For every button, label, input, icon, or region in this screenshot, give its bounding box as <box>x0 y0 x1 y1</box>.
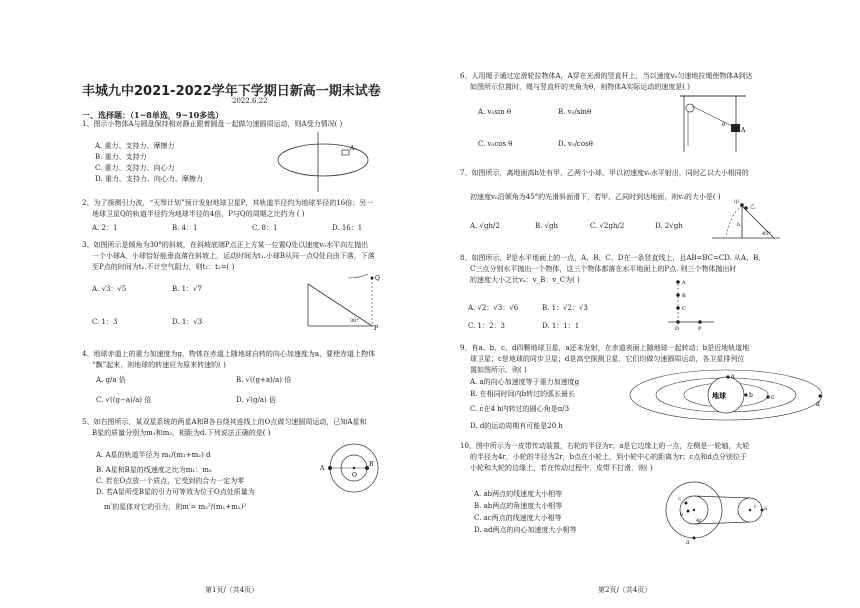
q6-stem-2: 如图所示位置时，绳与竖直杆的夹角为θ，则物体A实际运动的速度是( ) <box>470 83 690 91</box>
q8-stem-3: 的速度大小之比vₐ：v_B：v_C为( ) <box>470 276 580 284</box>
q9-option-c: C. c在4 h内转过的圆心角是π/3 <box>470 405 570 413</box>
q5-label-a: A <box>320 465 325 472</box>
q3-stem-3: 至P点的时间为t₂.不计空气阻力，则t₁：t₂=( ) <box>92 263 235 271</box>
q8-option-b: B. 1：√2：√3 <box>542 304 588 312</box>
q5-option-d: D. 若A星所受B星的引力可等效为位于O点处质量为 <box>96 488 255 496</box>
q2-option-b: B. 4：1 <box>172 224 198 232</box>
q2-option-d: D. 16：1 <box>332 224 363 232</box>
q8-option-a: A. √2：√3：√6 <box>468 304 519 312</box>
left-page-footer: 第1页/（共4页） <box>205 586 259 594</box>
q9-stem-1: 9、有a、b、c、d四颗地球卫星，a还未发射，在赤道表面上随地球一起转动；b是近地轨道地 <box>460 344 750 352</box>
q6-label-a: A <box>741 127 746 134</box>
q10-option-c: C. ac两点的线速度大小相等 <box>474 514 562 522</box>
q6-option-b: B. v₀/sinθ <box>558 108 592 116</box>
q9-option-b: B. 在相同时间内b转过的弧长最长 <box>470 390 576 398</box>
section-heading: 一、选择题：（1~8单选，9~10多选） <box>82 110 224 120</box>
q7-incline-figure <box>712 200 782 240</box>
q7-label-jia: 甲 <box>734 200 740 206</box>
q1-option-c: C. 重力、支持力、向心力 <box>95 164 175 172</box>
q8-vertical-points-figure <box>668 276 716 330</box>
q3-label-angle: 30° <box>350 318 359 324</box>
q10-stem-3: 小轮和大轮的边缘上，若在传动过程中，皮带不打滑，则( ) <box>470 464 653 472</box>
q10-label-a: a <box>764 506 767 512</box>
q9-label-a: a <box>731 373 735 380</box>
q10-belt-drive-figure <box>660 480 772 546</box>
q8-label-a: A <box>682 280 686 286</box>
q7-stem-2: 初速度v₀沿倾角为45°的光滑斜面滑下，若甲、乙同时到达地面，则v₀的大小是( ) <box>470 193 721 201</box>
q6-option-a: A. v₀sin θ <box>478 108 512 116</box>
q1-disc-figure <box>278 128 378 192</box>
q9-label-earth: 地球 <box>712 391 726 400</box>
q8-label-b: B <box>682 293 686 299</box>
q7-option-c: C. √2gh/2 <box>590 222 625 230</box>
q7-stem-1: 7、如图所示，离地面高h处有甲、乙两个小球，甲以初速度v₀水平射出，同时乙以大小相同的 <box>460 169 749 177</box>
q10-option-d: D. ad两点的向心加速度大小相等 <box>474 526 577 534</box>
q7-label-angle: 45° <box>762 231 771 237</box>
q5-option-c: C. 若在O点放一个质点，它受到的合力一定为零 <box>96 477 245 485</box>
q3-option-c: C. 1：3 <box>92 318 118 326</box>
q3-option-a: A. √3：√5 <box>92 285 127 293</box>
q9-label-c: c <box>771 394 775 401</box>
exam-title: 丰城九中2021-2022学年下学期日新高一期末试卷 <box>82 84 381 99</box>
q5-option-b: B. A星和B星的线速度之比为m₁：m₂ <box>96 466 212 474</box>
q9-stem-2: 球卫星；c是地球的同步卫星；d是高空探测卫星．它们均做匀速圆周运动，各卫星排列位 <box>470 355 745 363</box>
right-page-footer: 第2页/（共4页） <box>598 586 652 594</box>
q7-option-d: D. 2√gh <box>655 222 683 230</box>
q8-option-c: C. 1：2：3 <box>468 322 505 330</box>
q8-label-d: D <box>675 326 680 332</box>
q10-label-r: r <box>754 504 757 510</box>
q6-pulley-figure <box>680 92 748 156</box>
q3-stem-2: 一个小球A，小球恰好能垂直落在斜坡上，运动时间为t₁.小球B从同一点Q处自由下落，下落 <box>92 252 375 260</box>
q1-option-d: D. 重力、支持力、向心力、摩擦力 <box>95 175 203 183</box>
q3-option-d: D. 1：√3 <box>172 318 203 326</box>
q1-label-a: A <box>350 145 355 152</box>
q5-stem-1: 5、如右图所示，某双星系统的两星A和B各自绕其连线上的O点做匀速圆周运动，已知A星和 <box>82 418 367 426</box>
q8-option-d: D. 1：1：1 <box>542 322 580 330</box>
q4-stem-1: 4、地球赤道上的重力加速度为g，物体在赤道上随地球自转的向心加速度为a，要使赤道上物体 <box>82 350 376 358</box>
q2-option-a: A. 2：1 <box>92 224 118 232</box>
q1-option-a: A. 重力、支持力、摩擦力 <box>95 142 175 150</box>
q8-stem-1: 8、如图所示，P是水平地面上的一点，A、B、C、D在一条竖直线上，且AB=BC=CD. 从A、B、 <box>460 254 766 262</box>
exam-date: 2022.6.22 <box>232 97 268 105</box>
q3-stem-1: 3、如图所示是倾角为30°的斜坡，在斜坡底端P点正上方某一位置Q处以速度v₀水平向左抛出 <box>82 241 369 249</box>
q6-option-c: C. v₀cos θ <box>478 140 513 148</box>
q4-option-d: D. √(g/a) 倍 <box>236 396 276 404</box>
q9-label-d: d <box>816 401 820 408</box>
q3-label-q: Q <box>375 275 380 282</box>
q8-stem-2: C三点分别水平抛出一个物体，这三个物体都落在水平地面上的P点. 则三个物体抛出时 <box>470 265 737 273</box>
q4-stem-2: “飘”起来，则地球的转速应为原来转速的( ) <box>92 361 226 369</box>
q10-stem-2: 的半径为4r，小轮的半径为2r，b点在小轮上，到小轮中心的距离为r；c点和d点分别位于 <box>470 453 747 461</box>
q3-option-b: B. 1：√7 <box>172 285 202 293</box>
q4-option-b: B. √((g+a)/a) 倍 <box>236 376 292 384</box>
q2-option-c: C. 8：1 <box>252 224 278 232</box>
q2-stem-2: 地球卫星Q的轨道半径约为地球半径的4倍，P与Q的周期之比约为 ( ) <box>92 210 305 218</box>
q9-satellite-orbits-figure <box>626 370 826 424</box>
q10-label-4r: 4r <box>696 518 702 524</box>
q4-option-a: A. g/a 倍 <box>96 376 126 384</box>
page-right <box>430 0 860 608</box>
q9-label-b: b <box>749 392 753 399</box>
q7-label-yi: 乙 <box>750 204 756 210</box>
q9-stem-3: 置如图所示，则( ) <box>470 366 527 374</box>
q6-stem-1: 6、人用绳子通过定滑轮拉物体A，A穿在光滑的竖直杆上，当以速度v₀匀速地拉绳使物体A到达 <box>460 72 753 80</box>
q5-binary-star-figure <box>322 440 382 500</box>
q10-option-a: A. ab两点的线速度大小相等 <box>474 490 563 498</box>
q8-label-p: P <box>698 326 702 332</box>
q6-label-theta: θ <box>722 122 726 128</box>
q2-stem-1: 2、为了探测引力波，“天琴计划”预计发射地球卫星P，其轨道半径约为地球半径的16倍；另一 <box>82 199 374 207</box>
q1-option-b: B. 重力、支持力 <box>95 153 147 161</box>
q9-option-d: D. d的运动周期有可能是20 h <box>470 422 563 430</box>
q10-label-b: b <box>680 512 684 518</box>
q5-label-o: O <box>352 472 357 479</box>
q10-option-b: B. ab两点的角速度大小相等 <box>474 502 563 510</box>
q4-option-c: C. √((g−a)/a) 倍 <box>96 396 152 404</box>
q3-slope-figure <box>308 270 378 330</box>
q1-stem: 1、图示小物体A与圆盘保持相对静止跟着圆盘一起做匀速圆周运动，则A受力情况( ) <box>82 120 343 128</box>
q8-label-c: C <box>682 306 686 312</box>
q6-option-d: D. v₀/cosθ <box>558 140 593 148</box>
q9-option-a: A. a的向心加速度等于重力加速度g <box>470 378 580 386</box>
q7-option-a: A. √gh/2 <box>470 222 500 230</box>
q5-label-b: B <box>369 461 374 468</box>
q5-option-d-2: m′的星体对它的引力，则m′= m₂³/(m₁+m₂)² <box>104 503 247 511</box>
q10-label-d: d <box>686 540 690 546</box>
q3-label-p: P <box>374 325 379 332</box>
q10-label-c: c <box>678 496 681 502</box>
q5-stem-2: B星的质量分别为m₁和m₂，相距为d.下列说法正确的是( ) <box>92 429 271 437</box>
q5-option-a: A. A星的轨道半径为 m₁/(m₁+m₂) d <box>96 451 211 459</box>
q7-label-h: h <box>737 222 741 228</box>
q7-option-b: B. √gh <box>535 222 559 230</box>
q10-stem-1: 10、图中所示为一皮带传动装置，右轮的半径为r，a是它边缘上的一点，左侧是一轮轴，大轮 <box>460 442 750 450</box>
